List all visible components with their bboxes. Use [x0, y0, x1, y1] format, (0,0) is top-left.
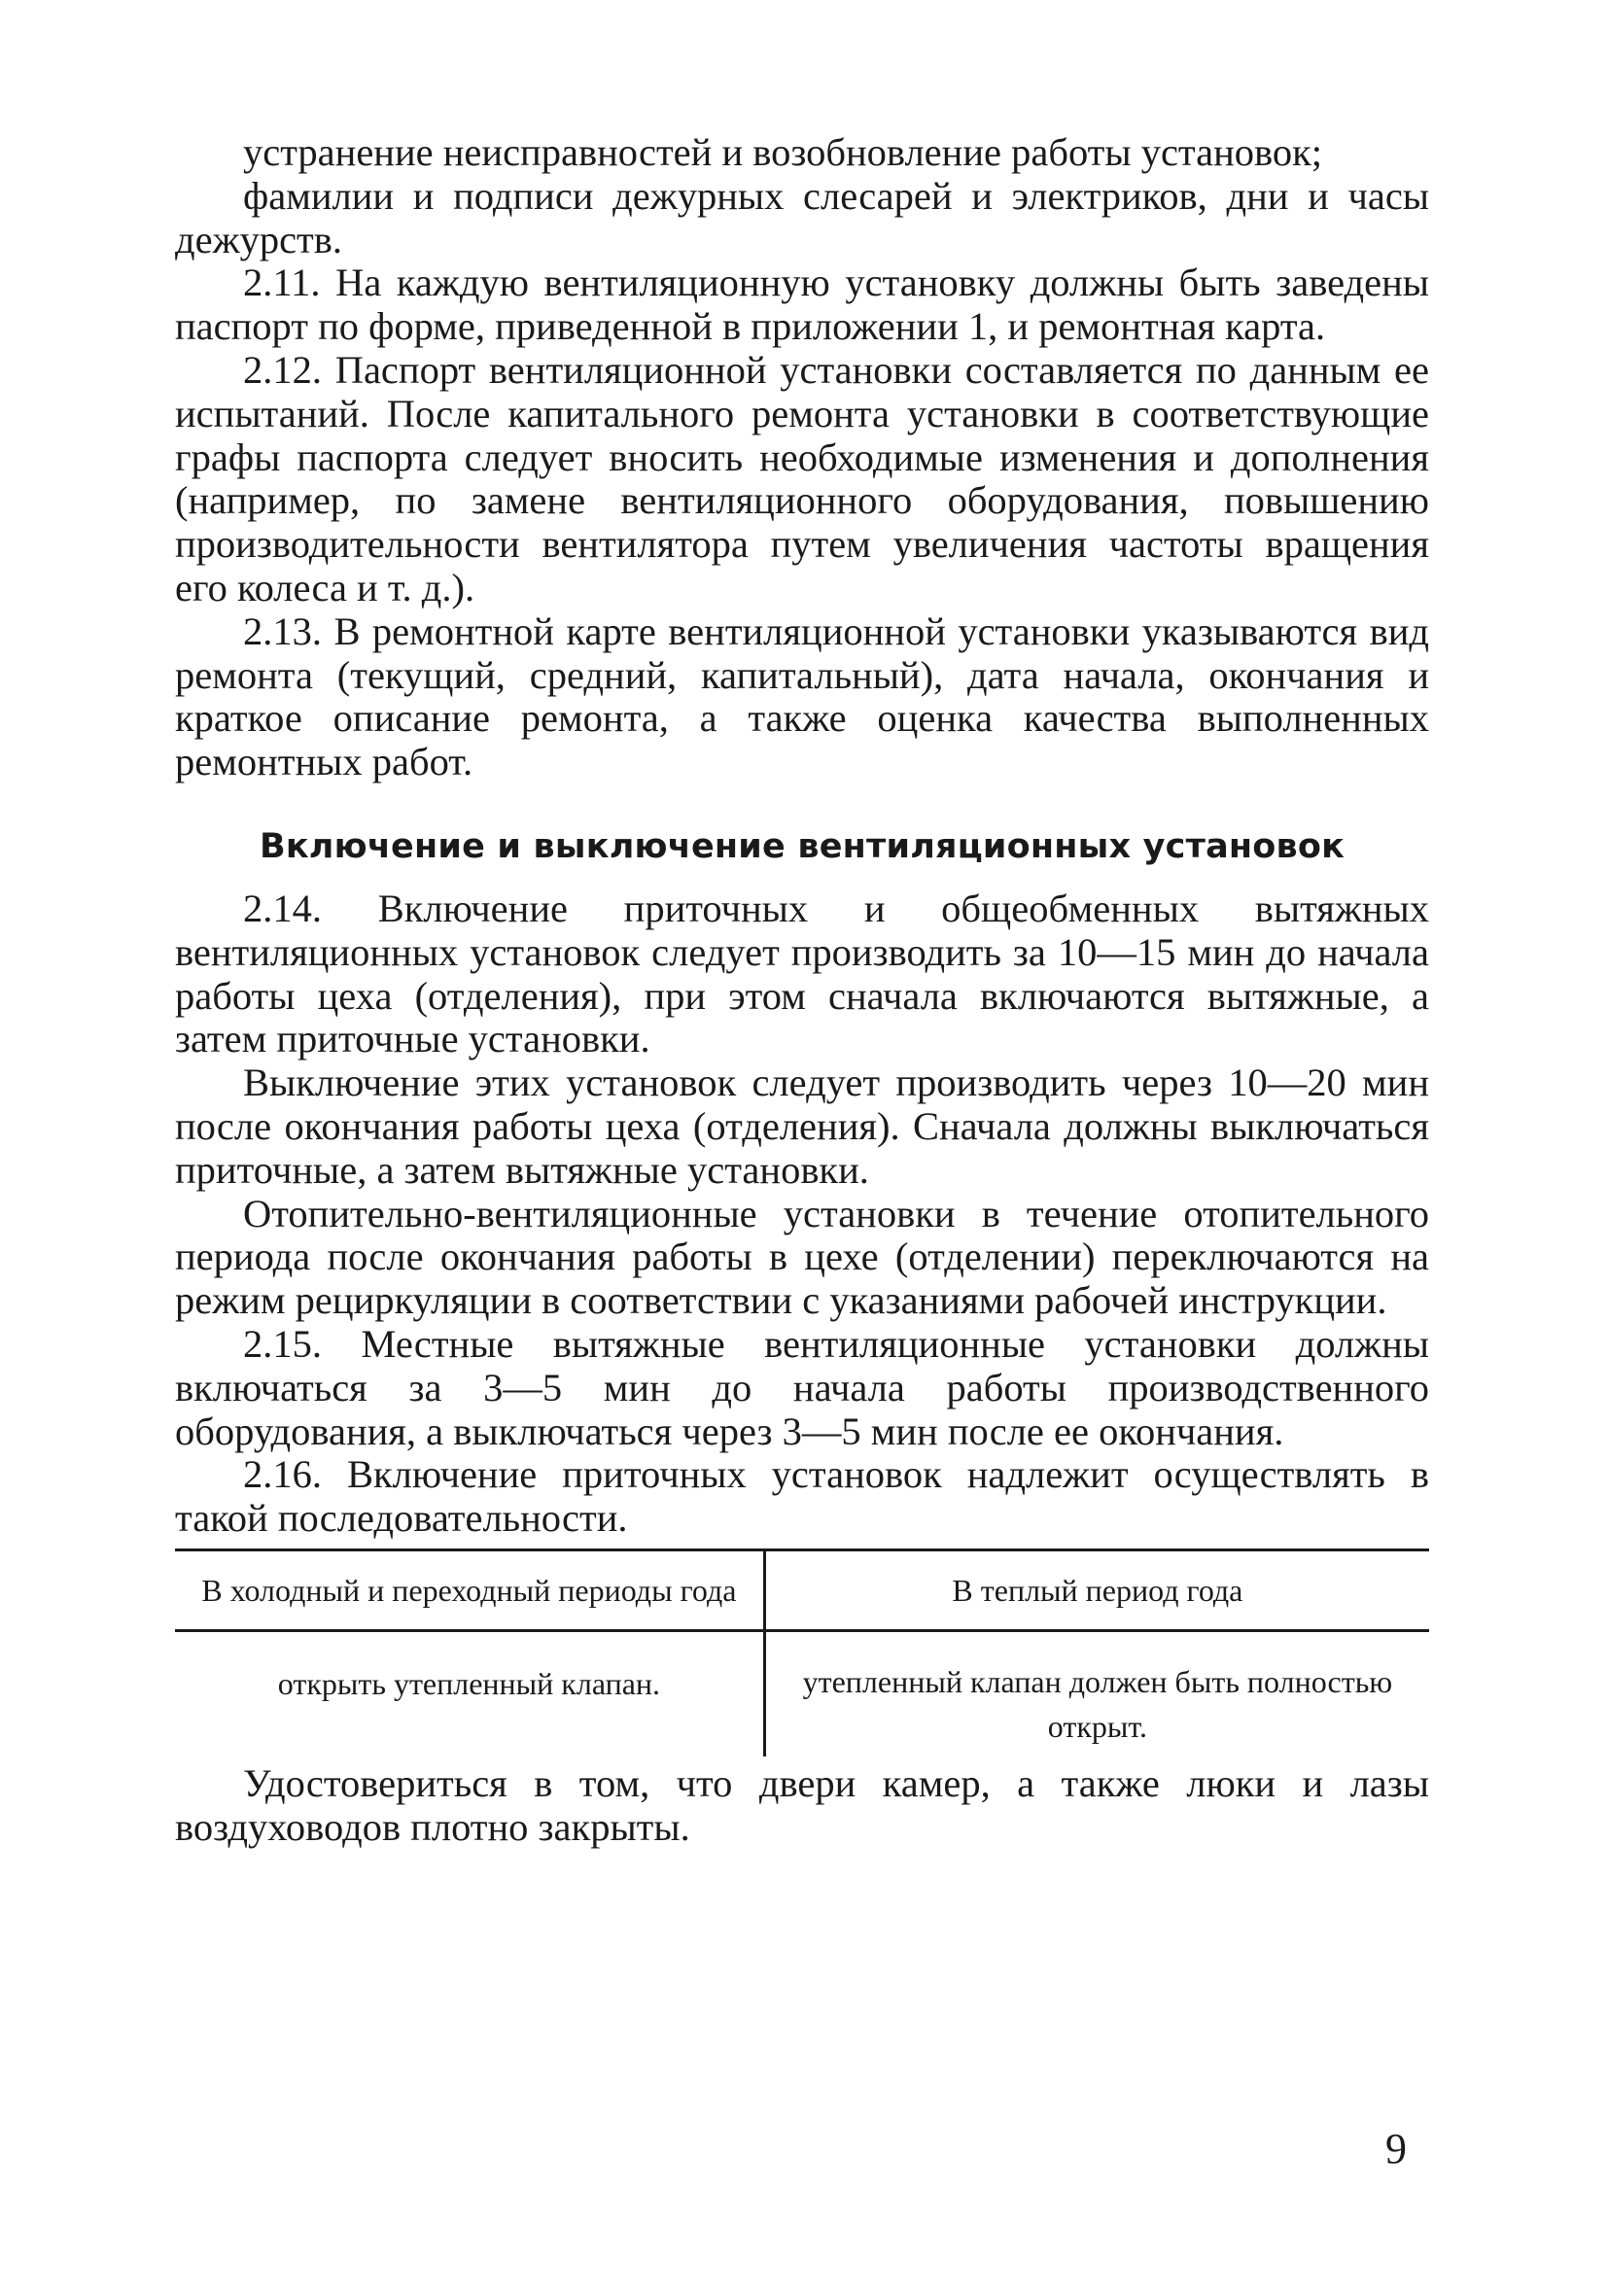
table-cell-cold: открыть утепленный клапан.	[175, 1630, 764, 1757]
paragraph-list-item: фамилии и подписи дежурных слесарей и электриков, дни и часы дежурств.	[175, 173, 1429, 261]
paragraph-2-13: 2.13. В ремонтной карте вентиляционной установки указываются вид ремонта (текущий, средний, капитальный), дата начала, окончания и краткое описание ремонта, а также оценка качества выполненных ремонтных работ.	[175, 609, 1429, 784]
table-header-warm-period: В теплый период года	[952, 1572, 1243, 1608]
paragraph-2-11: 2.11. На каждую вентиляционную установку должны быть заведены паспорт по форме, приведенной в приложении 1, и ремонтная карта.	[175, 261, 1429, 349]
paragraph-2-16: 2.16. Включение приточных установок надлежит осуществлять в такой последовательности.	[175, 1452, 1429, 1541]
section-heading: Включение и выключение вентиляционных установок	[259, 826, 1346, 866]
paragraph-list-item: устранение неисправностей и возобновление работы установок;	[243, 130, 1323, 174]
table-header-row	[175, 1549, 1429, 1630]
paragraph-shutdown: Выключение этих установок следует производить через 10—20 мин после окончания работы цеха (отделения). Сначала должны выключаться приточные, а затем вытяжные установки.	[175, 1061, 1429, 1192]
table-header-cold-period: В холодный и переходный периоды года	[175, 1549, 764, 1630]
paragraph-2-15: 2.15. Местные вытяжные вентиляционные установки должны включаться за 3—5 мин до начала работы производственного оборудования, а выключаться через 3—5 мин после ее окончания.	[175, 1321, 1429, 1453]
paragraph-2-14: 2.14. Включение приточных и общеобменных вытяжных вентиляционных установок следует производить за 10—15 мин до начала работы цеха (отделения), при этом сначала включаются вытяжные, а затем приточные установки.	[175, 886, 1429, 1061]
table-cell-warm: утепленный клапан должен быть полностью открыт.	[802, 1663, 1393, 1744]
paragraph-2-12: 2.12. Паспорт вентиляционной установки составляется по данным ее испытаний. После капитального ремонта установки в соответствующие графы паспорта следует вносить необходимые изменения и дополнения (например, по замене вентиляционного оборудования, повышению производительности вентилятора путем увеличения частоты вращения его колеса и т. д.).	[175, 347, 1429, 609]
page-content	[175, 131, 1429, 1850]
paragraph-after-table: Удостовериться в том, что двери камер, а также люки и лазы воздуховодов плотно закрыты.	[175, 1760, 1429, 1849]
page-number: 9	[1385, 2125, 1407, 2173]
paragraph-heating-ventilation: Отопительно-вентиляционные установки в течение отопительного периода после окончания работы в цехе (отделении) переключаются на режим рециркуляции в соответствии с указаниями рабочей инструкции.	[175, 1191, 1429, 1323]
season-table	[175, 1548, 1429, 1757]
table-row	[175, 1630, 1429, 1757]
